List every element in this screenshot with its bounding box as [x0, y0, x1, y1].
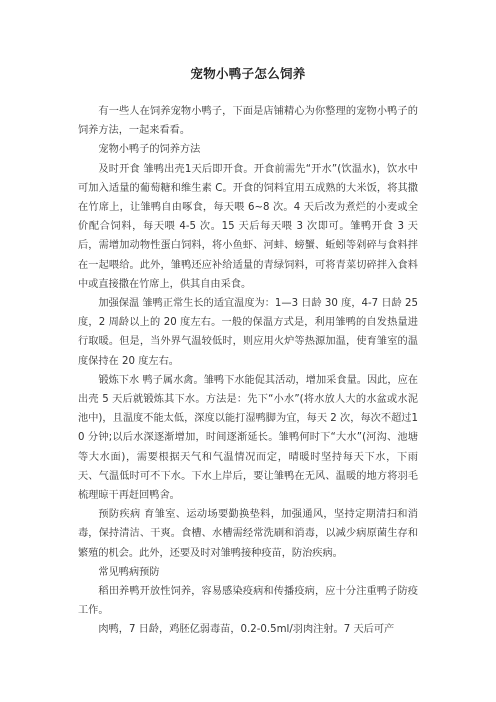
- paragraph-warmth: 加强保温 雏鸭正常生长的适宜温度为：1—3 日龄 30 度，4-7 日龄 25 度，2 周龄以上的 20 度左右。一般的保温方式是，利用雏鸭的自发热量进行取暖。但是，当外界气温较低时，则应用火炉等热源加温，使育雏室的温度保持在 20 度左右。: [78, 298, 418, 367]
- paragraph-disease-prevention: 预防疾病 育雏室、运动场要勤换垫料，加强通风，坚持定期清扫和消毒，保持清洁、干爽。食槽、水槽需经常洗刷和消毒，以减少病原菌生存和繁殖的机会。此外，还要及时对雏鸭接种疫苗，防治疾病。: [78, 509, 418, 559]
- intro-paragraph: 有一些人在饲养宠物小鸭子，下面是店铺精心为你整理的宠物小鸭子的饲养方法，一起来看看。: [78, 106, 418, 137]
- paragraph-feeding: 及时开食 雏鸭出壳1天后即开食。开食前需先“开水”(饮温水)，饮水中可加入适量的葡萄糖和维生素 C。开食的饲料宜用五成熟的大米饭，将其撒在竹席上，让雏鸭自由啄食，每天喂 6~8 次。4 天后改为煮烂的小麦或全价配合饲料，每天喂 4-5 次。15 天后每天喂 3 次即可。雏鸭开食 3 天后，需增加动物性蛋白饲料，将小鱼虾、河蚌、螃蟹、蚯蚓等剁碎与食料拌在一起喂给。此外，雏鸭还应补给适量的青绿饲料，可将青菜切碎拌入食料中或直接撒在竹席上，供其自由采食。: [78, 163, 418, 290]
- document-title: 宠物小鸭子怎么饲养: [190, 66, 306, 81]
- paragraph-vaccination: 肉鸭，7 日龄，鸡胚亿弱毒苗，0.2-0.5ml/羽肉注射。7 天后可产: [98, 624, 395, 636]
- paragraph-epidemic-prevention: 稻田养鸭开放性饲养，容易感染疫病和传播疫病，应十分注重鸭子防疫工作。: [78, 586, 418, 617]
- section-heading-feeding-methods: 宠物小鸭子的饲养方法: [98, 144, 201, 156]
- paragraph-water-training: 锻炼下水 鸭子属水禽。雏鸭下水能促其活动，增加采食量。因此，应在出壳 5 天后就锻炼其下水。方法是：先下“小水”(将水放人大的水盆或水泥池中)，且温度不能太低，深度以能打湿鸭脚为宜，每天 2 次，每次不超过10 分钟;以后水深逐渐增加，时间逐渐延长。雏鸭何时下“大水”(河沟、池塘等大水面)，需要根据天气和气温情况而定，晴暖时坚持每天下水，下雨天、气温低时可不下水。下水上岸后，要让雏鸭在无风、温暖的地方将羽毛梳理晾干再赶回鸭舍。: [78, 374, 418, 502]
- section-heading-common-diseases: 常见鸭病预防: [98, 566, 160, 578]
